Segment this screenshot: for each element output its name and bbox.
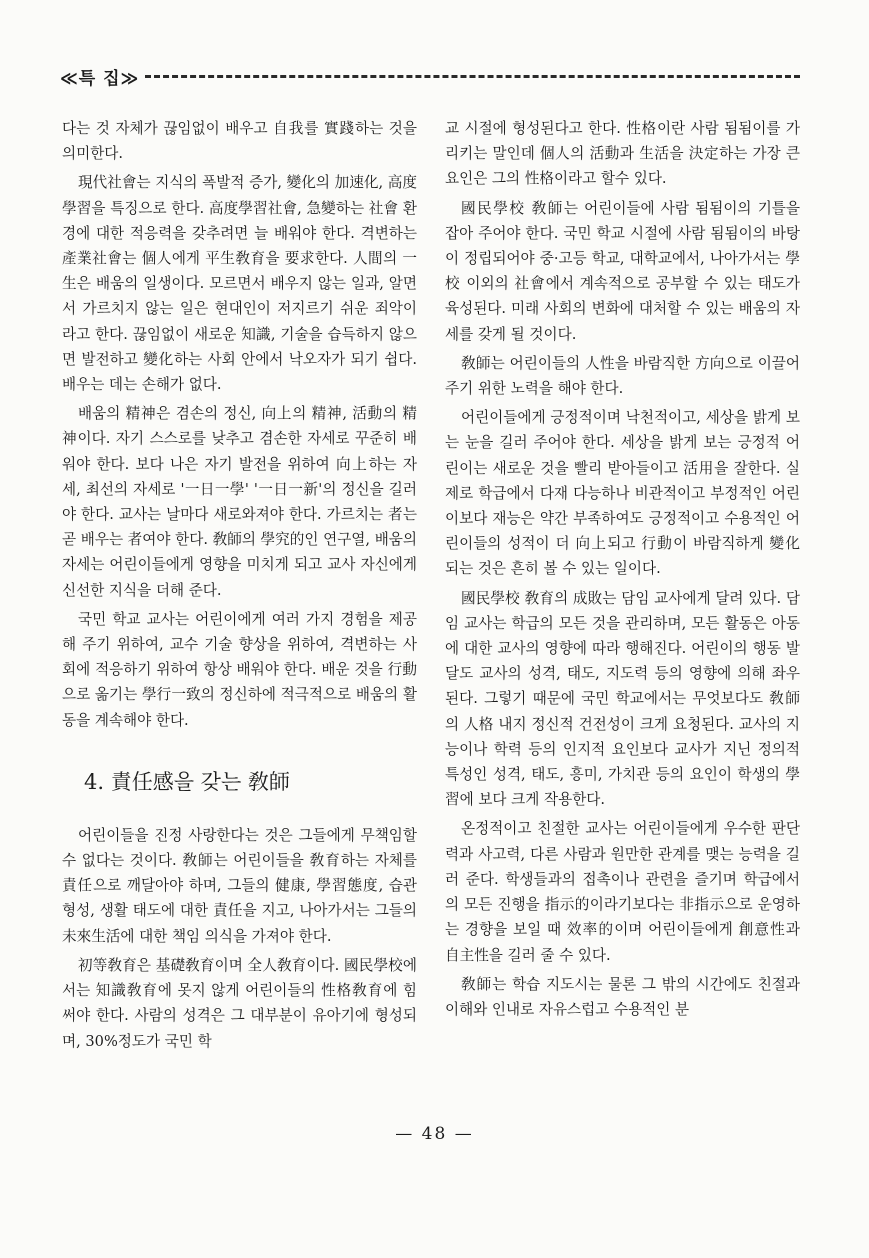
header-dashed-rule: [145, 75, 800, 78]
paragraph: 교 시절에 형성된다고 한다. 性格이란 사람 됨됨이를 가리키는 말인데 個人의 活動과 生活을 決定하는 가장 큰 요인은 그의 性格이라고 할수 있다.: [445, 120, 800, 188]
paragraph: 敎師는 어린이들의 人性을 바람직한 方向으로 이끌어 주기 위한 노력을 해야 한다.: [445, 354, 800, 398]
paragraph: 국민 학교 교사는 어린이에게 여러 가지 경험을 제공해 주기 위하여, 교수 기술 향상을 위하여, 격변하는 사회에 적응하기 위하여 항상 배워야 한다. 배운 것을 行動으로 옮기는 學行一致의 정신하에 적극적으로 배움의 활동을 계속해야 한다.: [62, 610, 417, 729]
right-column: [445, 116, 800, 1026]
section-heading: 4. 責任感을 갖는 敎師: [84, 769, 290, 794]
paragraph: 어린이들에게 긍정적이며 낙천적이고, 세상을 밝게 보는 눈을 길러 주어야 한다. 세상을 밝게 보는 긍정적 어린이는 새로운 것을 빨리 받아들이고 活用을 잘한다. 실제로 학급에서 다재 다능하나 비관적이고 부정적인 어린이보다 재능은 약간 부족하여도 긍정적이고 수용적인 어린이들의 성적이 더 向上되고 行動이 바람직하게 變化되는 것은 흔히 볼 수 있는 일이다.: [445, 409, 800, 578]
paragraph: 어린이들을 진정 사랑한다는 것은 그들에게 무책임할 수 없다는 것이다. 敎師는 어린이들을 敎育하는 자체를 責任으로 깨달아야 하며, 그들의 健康, 學習態度, 습관 형성, 생활 태도에 대한 責任을 지고, 나아가서는 그들의 未來生活에 대한 책임 의식을 가져야 한다.: [62, 826, 417, 945]
paragraph: 現代社會는 지식의 폭발적 증가, 變化의 加速化, 高度學習을 특징으로 한다. 高度學習社會, 急變하는 社會 환경에 대한 적응력을 갖추려면 늘 배워야 한다. 격변하는 產業社會는 個人에게 平生敎育을 要求한다. 人間의 一生은 배움의 일생이다. 모르면서 배우지 않는 일과, 알면서 가르치지 않는 일은 현대인이 저지르기 쉬운 죄악이라고 한다. 끊임없이 새로운 知識, 기술을 습득하지 않으면 발전하고 變化하는 사회 안에서 낙오자가 되기 쉽다. 배우는 데는 손해가 없다.: [62, 174, 417, 394]
section-label: ≪특 집≫: [60, 68, 140, 89]
paragraph: 國民學校 敎育의 成敗는 담임 교사에게 달려 있다. 담임 교사는 학급의 모든 것을 관리하며, 모든 활동은 아동에 대한 교사의 영향에 따라 행해진다. 어린이의 행동 발달도 교사의 성격, 태도, 지도력 등의 영향에 의해 좌우된다. 그렇기 때문에 국민 학교에서는 무엇보다도 敎師의 人格 내지 정신적 건전성이 크게 요청된다. 교사의 지능이나 학력 등의 인지적 요인보다 교사가 지닌 정의적 특성인 성격, 태도, 흥미, 가치관 등의 요인이 학생의 學習에 보다 크게 작용한다.: [445, 589, 800, 809]
page-header: [60, 64, 800, 88]
left-column: [62, 116, 417, 1058]
page-number: — 48 —: [395, 1124, 474, 1144]
paragraph: 다는 것 자체가 끊임없이 배우고 自我를 實踐하는 것을 의미한다.: [62, 120, 417, 163]
paragraph: 敎師는 학습 지도시는 물론 그 밖의 시간에도 친절과 이해와 인내로 자유스럽고 수용적인 분: [445, 975, 800, 1018]
paragraph: 온정적이고 친절한 교사는 어린이들에게 우수한 판단력과 사고력, 다른 사람과 원만한 관계를 맺는 능력을 길러 준다. 학생들과의 접촉이나 관련을 즐기며 학급에서의 모든 진행을 指示的이라기보다는 非指示으로 운영하는 경향을 보일 때 效率的이며 어린이들에게 創意性과 自主性을 길러 줄 수 있다.: [445, 820, 800, 964]
paragraph: 배움의 精神은 겸손의 정신, 向上의 精神, 活動의 精神이다. 자기 스스로를 낮추고 겸손한 자세로 꾸준히 배워야 한다. 보다 나은 자기 발전을 위하여 向上하는 자세, 최선의 자세로 '一日一學' '一日一新'의 정신을 길러야 한다. 교사는 날마다 새로와져야 한다. 가르치는 者는 곧 배우는 者여야 한다. 敎師의 學究的인 연구열, 배움의 자세는 어린이들에게 영향을 미치게 되고 교사 자신에게 신선한 지식을 더해 준다.: [62, 405, 417, 599]
paragraph: 國民學校 敎師는 어린이들에 사람 됨됨이의 기틀을 잡아 주어야 한다. 국민 학교 시절에 사람 됨됨이의 바탕이 정립되어야 중·고등 학교, 대학교에서, 나아가서는 學校 이외의 社會에서 계속적으로 공부할 수 있는 태도가 육성된다. 미래 사회의 변화에 대처할 수 있는 배움의 자세를 갖게 될 것이다.: [445, 199, 800, 343]
paragraph: 初等敎育은 基礎敎育이며 全人敎育이다. 國民學校에서는 知識敎育에 못지 않게 어린이들의 性格敎育에 힘써야 한다. 사람의 성격은 그 대부분이 유아기에 형성되며, 30%정도가 국민 학: [62, 956, 417, 1050]
